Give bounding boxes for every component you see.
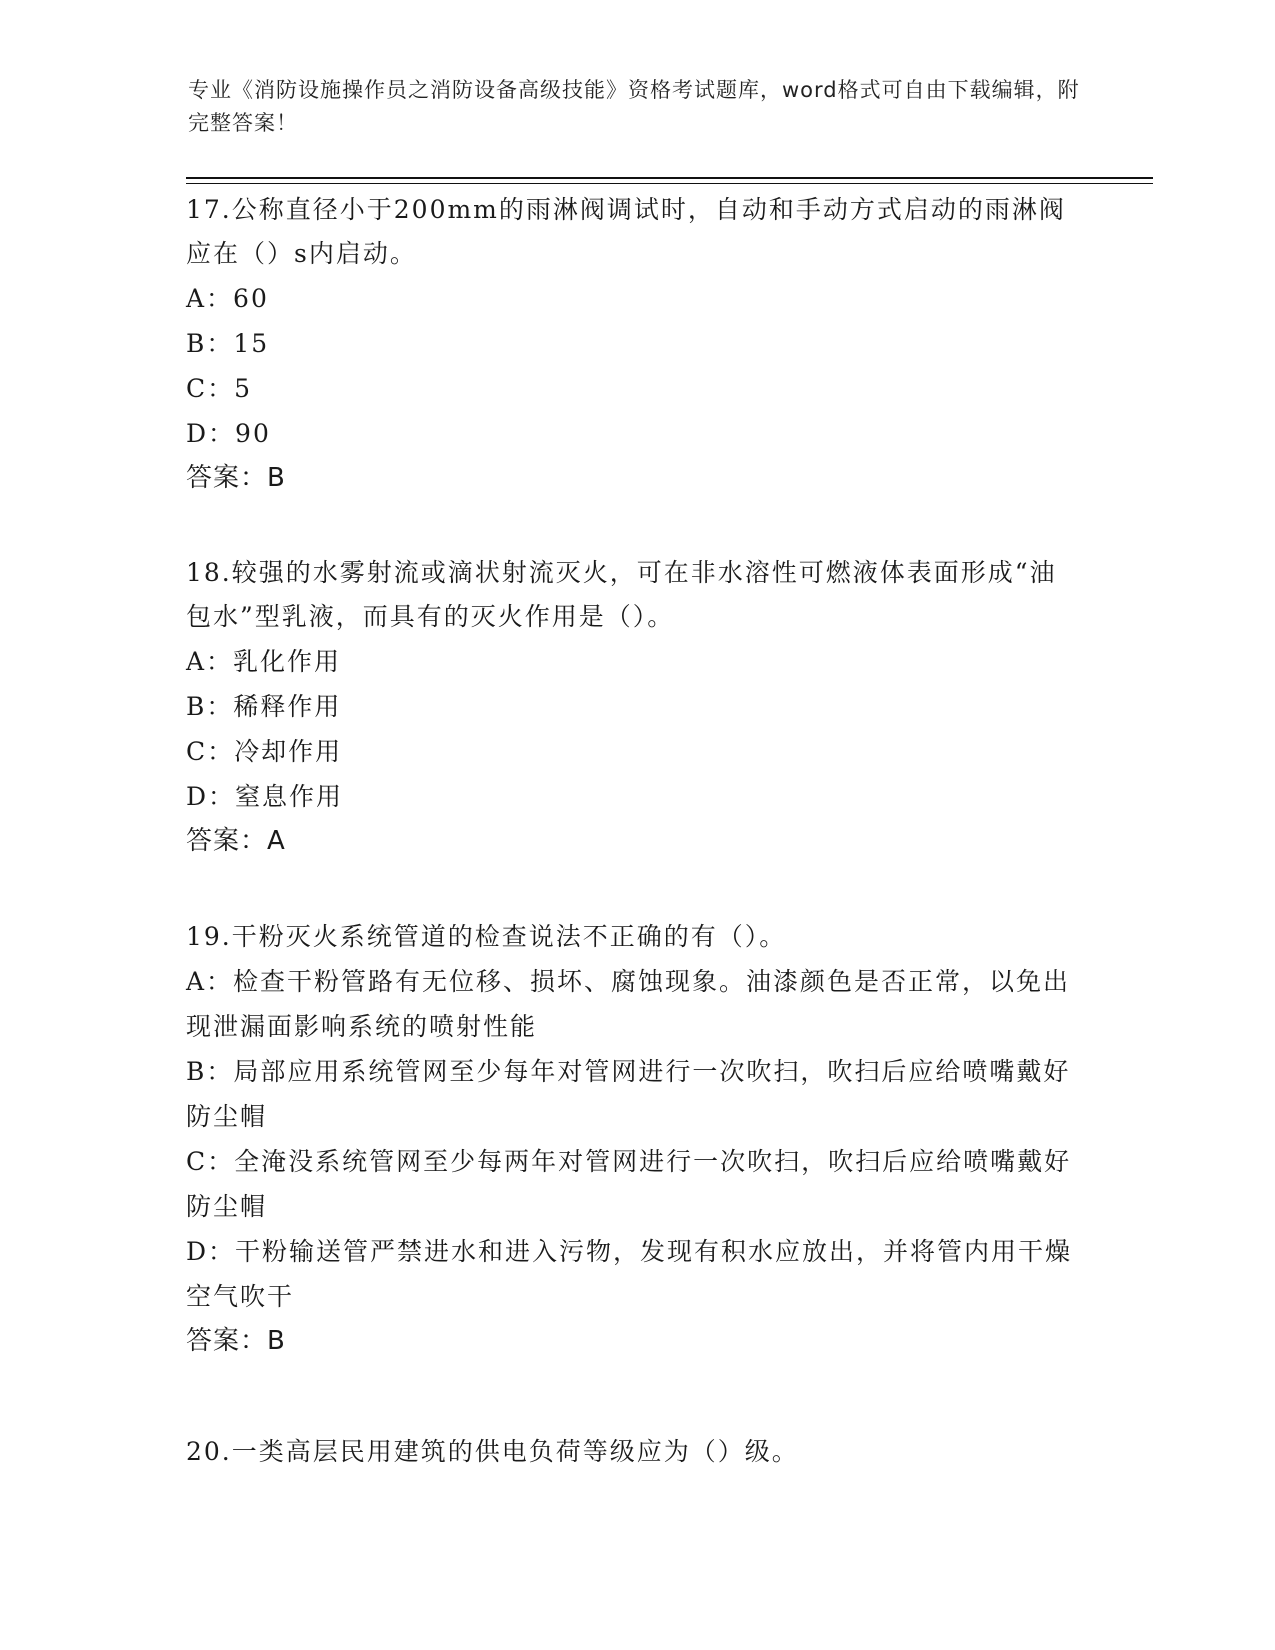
option-b: B：局部应用系统管网至少每年对管网进行一次吹扫，吹扫后应给喷嘴戴好防尘帽 (186, 1057, 1071, 1131)
option-a: A：60 (186, 284, 269, 313)
document-header: 专业《消防设施操作员之消防设备高级技能》资格考试题库，word格式可自由下载编辑，附完整答案！ (188, 78, 1080, 135)
option-d: D：干粉输送管严禁进水和进入污物，发现有积水应放出，并将管内用干燥空气吹干 (186, 1237, 1073, 1311)
answer: 答案：B (186, 1326, 286, 1356)
header-divider-thick (186, 177, 1153, 179)
answer: 答案：A (186, 826, 286, 856)
answer: 答案：B (186, 463, 286, 493)
option-d: D：窒息作用 (186, 782, 344, 811)
question-stem: 18.较强的水雾射流或滴状射流灭火，可在非水溶性可燃液体表面形成“油包水”型乳液，而具有的灭火作用是（）。 (186, 558, 1057, 631)
option-c: C：冷却作用 (186, 737, 343, 766)
question-stem: 17.公称直径小于200mm的雨淋阀调试时，自动和手动方式启动的雨淋阀应在（）s内启动。 (186, 195, 1066, 268)
option-b: B：稀释作用 (186, 692, 342, 721)
question-19 (186, 915, 1076, 1364)
option-c: C：5 (186, 374, 253, 403)
question-stem: 20.一类高层民用建筑的供电负荷等级应为（）级。 (186, 1437, 799, 1466)
question-17 (186, 188, 1076, 501)
option-a: A：检查干粉管路有无位移、损坏、腐蚀现象。油漆颜色是否正常，以免出现泄漏面影响系统的喷射性能 (186, 967, 1071, 1041)
option-c: C：全淹没系统管网至少每两年对管网进行一次吹扫，吹扫后应给喷嘴戴好防尘帽 (186, 1147, 1072, 1221)
option-b: B：15 (186, 329, 270, 358)
question-stem: 19.干粉灭火系统管道的检查说法不正确的有（）。 (186, 922, 787, 951)
option-a: A：乳化作用 (186, 647, 342, 676)
option-d: D：90 (186, 419, 271, 448)
question-20 (186, 1430, 1076, 1474)
question-18 (186, 551, 1076, 864)
header-divider-thin (186, 183, 1153, 184)
